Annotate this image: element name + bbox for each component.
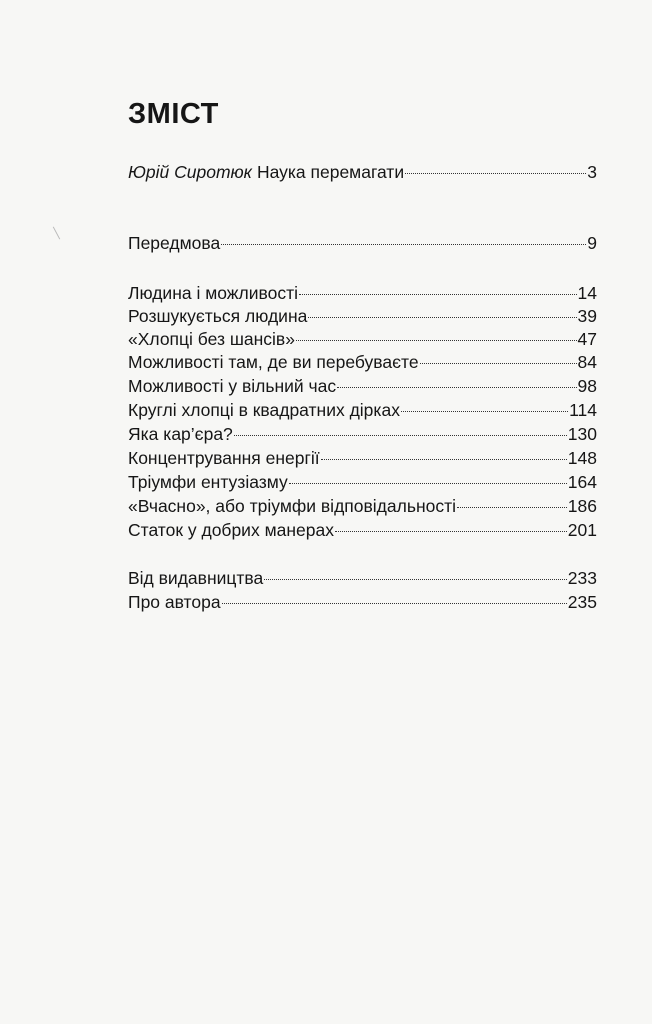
toc-entry-label: Круглі хлопці в квадратних дірках (128, 400, 400, 420)
toc-dot-leader (321, 459, 567, 460)
toc-entry-page: 186 (567, 496, 597, 516)
toc-dot-leader (405, 173, 586, 174)
toc-entry-label: «Вчасно», або тріумфи відповідальності (128, 496, 456, 516)
toc-entry (128, 304, 597, 328)
toc-entry (128, 281, 597, 305)
toc-entry-label: Розшукується людина (128, 306, 308, 326)
toc-dot-leader (420, 363, 577, 364)
toc-entry-page: 47 (577, 329, 597, 349)
toc-entry-page: 164 (567, 472, 597, 492)
toc-entry-label: Можливості у вільний час (128, 376, 337, 396)
toc-dot-leader (221, 244, 586, 245)
toc-entry-page: 148 (567, 448, 597, 468)
toc-entry-label: Можливості там, де ви перебуваєте (128, 352, 419, 372)
toc-entry-page: 201 (567, 520, 597, 540)
toc-entry-label: Наука перемагати (256, 162, 405, 182)
toc-dot-leader (222, 603, 567, 604)
toc-entry-page: 98 (577, 376, 597, 396)
toc-entry (128, 470, 597, 494)
toc-entry (128, 422, 597, 446)
toc-entry (128, 590, 597, 614)
toc-entry-label: Статок у добрих манерах (128, 520, 334, 540)
toc-entry-label: Концентрування енергії (128, 448, 320, 468)
toc-entry (128, 160, 597, 184)
toc-entry-page: 84 (577, 352, 597, 372)
toc-entry-label: Про автора (128, 592, 221, 612)
toc-entry-page: 114 (569, 400, 597, 420)
toc-entry-page: 130 (567, 424, 597, 444)
toc-entry-page: 3 (587, 162, 597, 182)
toc-dot-leader (289, 483, 567, 484)
toc-entry-label: «Хлопці без шансів» (128, 329, 295, 349)
page-scratch-mark (53, 227, 60, 240)
toc-entry-page: 9 (587, 233, 597, 253)
toc-dot-leader (299, 294, 577, 295)
toc-entry-label: Передмова (128, 233, 221, 253)
toc-entry-page: 14 (577, 283, 597, 303)
toc-entry (128, 374, 597, 398)
toc-entry (128, 566, 597, 590)
toc-entry-page: 235 (567, 592, 597, 612)
toc-entry (128, 327, 597, 351)
toc-dot-leader (234, 435, 567, 436)
toc-entry (128, 518, 597, 542)
toc-entry-page: 233 (567, 568, 597, 588)
toc-entry-label: Від видавництва (128, 568, 264, 588)
toc-dot-leader (308, 317, 576, 318)
toc-entry (128, 231, 597, 255)
toc-dot-leader (401, 411, 568, 412)
toc-entry-page: 39 (577, 306, 597, 326)
toc-dot-leader (457, 507, 567, 508)
toc-entry-label: Тріумфи ентузіазму (128, 472, 288, 492)
toc-dot-leader (337, 387, 576, 388)
toc-entry (128, 398, 597, 422)
toc-dot-leader (264, 579, 567, 580)
toc-entry (128, 494, 597, 518)
toc-entry-label: Людина і можливості (128, 283, 298, 303)
toc-entry (128, 446, 597, 470)
toc-dot-leader (335, 531, 567, 532)
toc-entry-label: Яка кар’єра? (128, 424, 233, 444)
toc-entry (128, 350, 597, 374)
toc-title: ЗМІСТ (128, 98, 219, 130)
toc-dot-leader (296, 340, 577, 341)
toc-entry-author: Юрій Сиротюк (128, 162, 252, 182)
